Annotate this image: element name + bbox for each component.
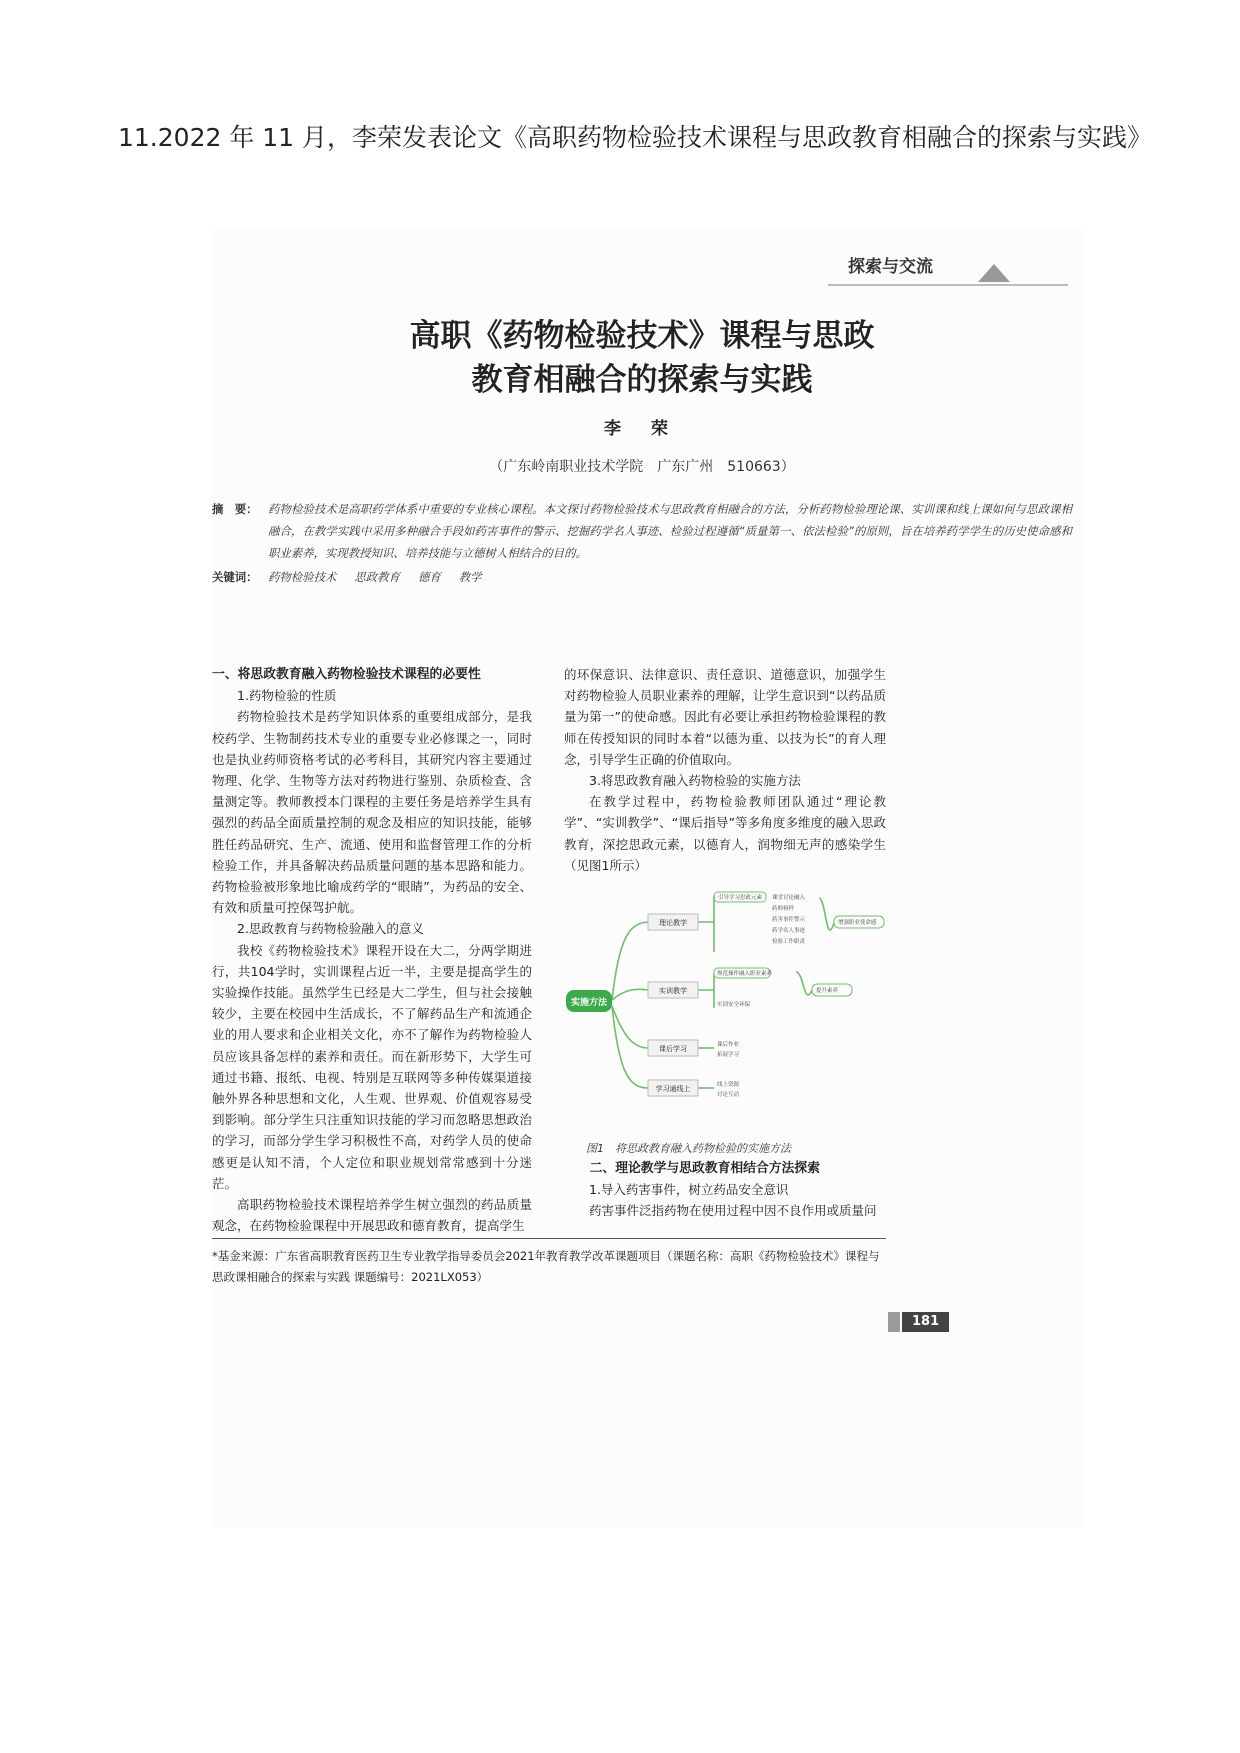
mindmap-branch: 课后学习 bbox=[659, 1045, 687, 1053]
subsection-heading: 1.药物检验的性质 bbox=[237, 688, 337, 704]
mindmap-branch: 理论教学 bbox=[659, 919, 687, 927]
abstract-block bbox=[212, 498, 1072, 588]
mindmap-leaf: 提升素养 bbox=[816, 988, 839, 994]
figure-caption: 图1 将思政教育融入药物检验的实施方法 bbox=[586, 1142, 791, 1155]
left-column bbox=[212, 664, 532, 1236]
paragraph: 在教学过程中，药物检验教师团队通过“理论教学”、“实训教学”、“课后指导”等多角度多维度的融入思政教育，深挖思政元素，以德育人，润物细无声的感染学生（见图1所示） bbox=[564, 794, 886, 873]
keywords-label: 关键词： bbox=[212, 570, 258, 584]
paper-page bbox=[212, 228, 1082, 1528]
figure-mindmap bbox=[564, 878, 886, 1128]
title-line-2: 教育相融合的探索与实践 bbox=[471, 362, 813, 398]
subsection-heading: 3.将思政教育融入药物检验的实施方法 bbox=[589, 773, 801, 789]
page-number-badge bbox=[888, 1312, 949, 1332]
page-marker-bar bbox=[888, 1312, 900, 1332]
mindmap-leaf: 课堂讨论融入 bbox=[772, 895, 806, 901]
keyword: 药物检验技术 bbox=[268, 570, 337, 584]
abstract-text: 药物检验技术是高职药学体系中重要的专业核心课程。本文探讨药物检验技术与思政教育相融合的方法，分析药物检验理论课、实训课和线上课如何与思政课相融合，在教学实践中采用多种融合手段如药害事件的警示、挖掘药学名人事迹、检验过程遵循“质量第一、依法检验”的原则，旨在培养药学学生的历史使命感和职业素养，实现教授知识、培养技能与立德树人相结合的目的。 bbox=[268, 502, 1072, 560]
footnote: *基金来源：广东省高职教育医药卫生专业教学指导委员会2021年教育教学改革课题项目（课题名称：高职《药物检验技术》课程与思政课相融合的探索与实践 课题编号：2021LX053） bbox=[212, 1249, 880, 1284]
section-tag-label: 探索与交流 bbox=[848, 257, 933, 277]
mindmap-leaf: 实训安全环保 bbox=[717, 1002, 751, 1008]
mindmap-leaf: 讨论互动 bbox=[717, 1092, 740, 1098]
mindmap-leaf: 检验工作职责 bbox=[772, 939, 806, 945]
mindmap-leaf: 线上资源 bbox=[717, 1082, 740, 1088]
author: 李 荣 bbox=[604, 419, 680, 439]
affiliation: （广东岭南职业技术学院 广东广州 510663） bbox=[489, 459, 795, 475]
paragraph: 高职药物检验技术课程培养学生树立强烈的药品质量观念，在药物检验课程中开展思政和德育教育，提高学生 bbox=[212, 1197, 532, 1234]
mindmap-leaf: 药学名人事迹 bbox=[772, 928, 806, 934]
paragraph: 我校《药物检验技术》课程开设在大二，分两学期进行，共104学时，实训课程占近一半，主要是提高学生的实验操作技能。虽然学生已经是大二学生，但与社会接触较少，主要在校园中生活成长，不了解药品生产和流通企业的用人要求和企业相关文化，亦不了解作为药物检验人员应该具备怎样的素养和责任。而在新形势下，大学生可通过书籍、报纸、电视、特别是互联网等多种传媒渠道接触外界各种思想和文化，人生观、世界观、价值观容易受到影响。部分学生只注重知识技能的学习而忽略思想政治的学习，而部分学生学习积极性不高，对药学人员的使命感更是认知不清，个人定位和职业规划常常感到十分迷茫。 bbox=[212, 942, 532, 1191]
keywords bbox=[212, 566, 1072, 588]
right-column bbox=[564, 664, 886, 876]
section-tag bbox=[828, 252, 1068, 286]
paragraph: 的环保意识、法律意识、责任意识、道德意识，加强学生对药物检验人员职业素养的理解，让学生意识到“以药品质量为第一”的使命感。因此有必要让承担药物检验课程的教师在传授知识的同时本着“以德为重、以技为长”的育人理念，引导学生正确的价值取向。 bbox=[564, 667, 886, 767]
paper-title bbox=[272, 314, 1012, 402]
mindmap-leaf: 课后作业 bbox=[717, 1042, 740, 1048]
footnote-divider bbox=[212, 1238, 886, 1239]
mindmap-leaf: 规范操作融入职业素养 bbox=[717, 971, 773, 977]
mindmap-branch: 学习通线上 bbox=[655, 1085, 691, 1093]
page-number: 181 bbox=[902, 1312, 949, 1332]
keyword: 教学 bbox=[458, 570, 482, 584]
mindmap-leaf: 增强职业使命感 bbox=[838, 920, 877, 926]
triangle-icon bbox=[978, 264, 1010, 282]
paragraph: 药害事件泛指药物在使用过程中因不良作用或质量问 bbox=[589, 1203, 877, 1219]
right-column-tail bbox=[564, 1158, 886, 1222]
paragraph: 药物检验技术是药学知识体系的重要组成部分，是我校药学、生物制药技术专业的重要专业必修课之一，同时也是执业药师资格考试的必考科目，其研究内容主要通过物理、化学、生物等方法对药物进行鉴别、杂质检查、含量测定等。教师教授本门课程的主要任务是培养学生具有强烈的药品全面质量控制的观念及相应的知识技能，能够胜任药品研究、生产、流通、使用和监督管理工作的分析检验工作，并具备解决药品质量问题的基本思路和能力。药物检验被形象地比喻成药学的“眼睛”，为药品的安全、有效和质量可控保驾护航。 bbox=[212, 709, 532, 916]
keyword: 思政教育 bbox=[354, 570, 400, 584]
subsection-heading: 1.导入药害事件，树立药品安全意识 bbox=[589, 1182, 789, 1198]
section-heading: 一、将思政教育融入药物检验技术课程的必要性 bbox=[212, 667, 481, 682]
mindmap-leaf: 药害事件警示 bbox=[772, 917, 806, 923]
abstract-label: 摘 要： bbox=[212, 502, 258, 516]
section-heading: 二、理论教学与思政教育相结合方法探索 bbox=[589, 1161, 820, 1176]
keyword: 德育 bbox=[417, 570, 441, 584]
document-caption: 11.2022 年 11 月，李荣发表论文《高职药物检验技术课程与思政教育相融合的探索与实践》 bbox=[118, 123, 1153, 152]
mindmap-leaf: 拓展学习 bbox=[717, 1052, 740, 1058]
title-line-1: 高职《药物检验技术》课程与思政 bbox=[409, 318, 875, 354]
mindmap-root-label: 实施方法 bbox=[570, 998, 608, 1008]
subsection-heading: 2.思政教育与药物检验融入的意义 bbox=[237, 921, 424, 937]
mindmap-leaf: 药师榜样 bbox=[772, 906, 795, 912]
mindmap-branch: 实训教学 bbox=[659, 987, 687, 995]
mindmap-leaf: 引导学习思政元素 bbox=[718, 895, 763, 901]
